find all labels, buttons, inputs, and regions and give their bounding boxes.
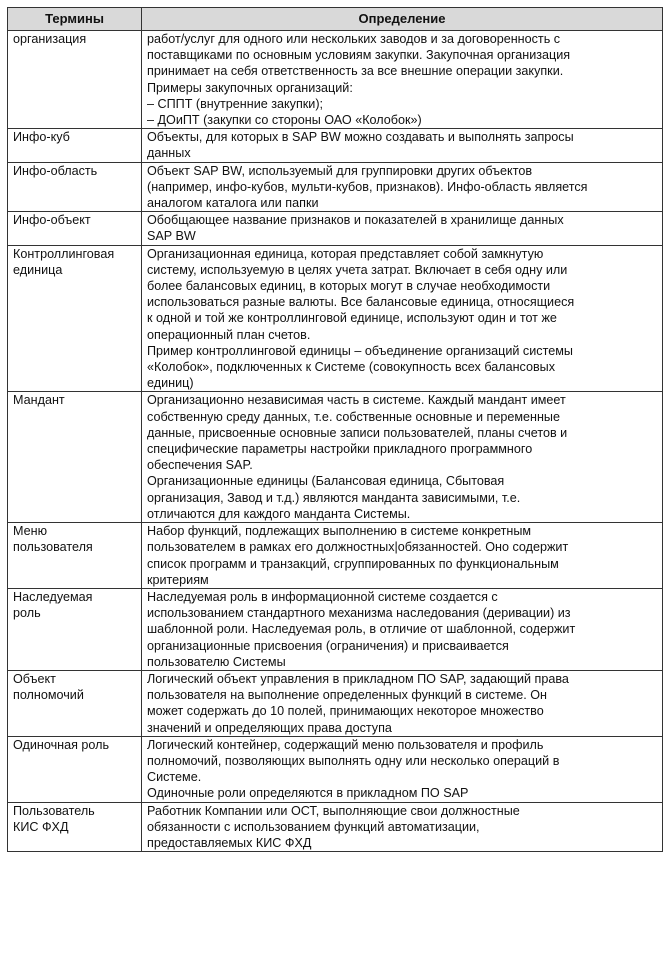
definition-cell — [142, 392, 663, 523]
definition-cell — [142, 736, 663, 802]
definition-line: (например, инфо-кубов, мульти-кубов, признаков). Инфо-область является — [147, 179, 588, 194]
definition-line: данные, присвоенные основные записи пользователей, планы счетов и — [147, 425, 568, 440]
term-line: Инфо-куб — [13, 130, 70, 145]
definition-line: – СППТ (внутренние закупки); — [147, 96, 324, 111]
definition-line: пользователем в рамках его должностных|обязанностей. Оно содержит — [147, 540, 569, 555]
term-cell — [8, 162, 142, 212]
definition-line: шаблонной роли. Наследуемая роль, в отличие от шаблонной, содержит — [147, 622, 576, 637]
definition-line: специфические параметры настройки прикладного программного — [147, 442, 533, 457]
definition-line: поставщиками по основным условиям закупки. Закупочная организация — [147, 48, 571, 63]
definition-line: Одиночные роли определяются в прикладном ПО SAP — [147, 786, 469, 801]
term-line: Пользователь — [13, 803, 95, 818]
definition-line: Организационная единица, которая представляет собой замкнутую — [147, 246, 544, 261]
definition-line: Примеры закупочных организаций: — [147, 80, 353, 95]
definition-line: Объекты, для которых в SAP BW можно создавать и выполнять запросы — [147, 130, 574, 145]
table-row — [8, 129, 663, 162]
table-row — [8, 245, 663, 392]
definition-cell — [142, 670, 663, 736]
table-row — [8, 392, 663, 523]
definition-line: операционный план счетов. — [147, 327, 311, 342]
table-row — [8, 588, 663, 670]
definition-line: – ДОиПТ (закупки со стороны ОАО «Колобок») — [147, 113, 422, 128]
term-cell — [8, 802, 142, 852]
definition-line: Системе. — [147, 770, 202, 785]
definition-cell — [142, 588, 663, 670]
definition-line: Организационные единицы (Балансовая единица, Сбытовая — [147, 474, 505, 489]
definition-line: более балансовых единиц, в которых могут в случае необходимости — [147, 279, 551, 294]
term-line: Инфо-область — [13, 163, 98, 178]
definition-line: может содержать до 10 полей, принимающих некоторое множество — [147, 704, 544, 719]
term-cell — [8, 31, 142, 129]
term-cell — [8, 212, 142, 245]
term-cell — [8, 670, 142, 736]
definition-line: единиц) — [147, 376, 194, 391]
table-row — [8, 802, 663, 852]
glossary-table — [7, 7, 663, 852]
definition-line: Объект SAP BW, используемый для группировки других объектов — [147, 163, 533, 178]
term-cell — [8, 392, 142, 523]
definition-line: критериям — [147, 572, 209, 587]
definition-line: отличаются для каждого манданта Системы. — [147, 506, 411, 521]
table-row — [8, 31, 663, 129]
term-line: Наследуемая — [13, 589, 93, 604]
definition-line: принимает на себя ответственность за все внешние операции закупки. — [147, 64, 564, 79]
header-row — [8, 8, 663, 31]
definition-line: Набор функций, подлежащих выполнению в системе конкретным — [147, 524, 532, 539]
definition-line: SAP BW — [147, 229, 196, 244]
definition-line: работ/услуг для одного или нескольких заводов и за договоренность с — [147, 32, 561, 46]
definition-line: предоставляемых КИС ФХД — [147, 835, 312, 850]
definition-cell — [142, 162, 663, 212]
term-cell — [8, 588, 142, 670]
definition-line: данных — [147, 146, 191, 161]
term-line: Одиночная роль — [13, 737, 110, 752]
term-line: Контроллинговая — [13, 246, 115, 261]
header-definition: Определение — [142, 8, 663, 31]
term-line: пользователя — [13, 540, 93, 555]
header-terms: Термины — [8, 8, 142, 31]
definition-cell — [142, 212, 663, 245]
term-cell — [8, 736, 142, 802]
definition-line: «Колобок», подключенных к Системе (совокупность всех балансовых — [147, 360, 556, 375]
term-line: Мандант — [13, 393, 65, 408]
term-cell — [8, 129, 142, 162]
term-line: Инфо-объект — [13, 213, 91, 228]
term-line: Меню — [13, 524, 48, 539]
definition-line: Логический объект управления в прикладном ПО SAP, задающий права — [147, 671, 569, 686]
term-line: Объект — [13, 671, 56, 686]
table-row — [8, 523, 663, 589]
definition-line: организация, Завод и т.д.) являются манданта зависимыми, т.е. — [147, 490, 521, 505]
table-row — [8, 212, 663, 245]
definition-line: Пример контроллинговой единицы – объединение организаций системы — [147, 343, 573, 358]
definition-line: Логический контейнер, содержащий меню пользователя и профиль — [147, 737, 544, 752]
definition-line: использованием стандартного механизма наследования (деривации) из — [147, 606, 571, 621]
definition-line: собственную среду данных, т.е. собственные основные и переменные — [147, 409, 560, 424]
term-line: КИС ФХД — [13, 819, 69, 834]
definition-line: обязанности с использованием функций автоматизации, — [147, 819, 480, 834]
term-line: роль — [13, 606, 41, 621]
definition-line: пользователя на выполнение определенных функций в системе. Он — [147, 688, 548, 703]
definition-line: Работник Компании или ОСТ, выполняющие свои должностные — [147, 803, 520, 818]
definition-cell — [142, 31, 663, 129]
term-line: единица — [13, 262, 63, 277]
table-row — [8, 162, 663, 212]
table-row — [8, 670, 663, 736]
definition-cell — [142, 523, 663, 589]
definition-cell — [142, 129, 663, 162]
term-cell — [8, 245, 142, 392]
definition-cell — [142, 245, 663, 392]
definition-cell — [142, 802, 663, 852]
definition-line: полномочий, позволяющих выполнять одну или несколько операций в — [147, 753, 560, 768]
definition-line: пользователю Системы — [147, 654, 286, 669]
definition-line: список программ и транзакций, сгруппированных по функциональным — [147, 556, 559, 571]
term-line: полномочий — [13, 688, 84, 703]
definition-line: Наследуемая роль в информационной системе создается с — [147, 589, 498, 604]
definition-line: значений и определяющих права доступа — [147, 720, 392, 735]
definition-line: аналогом каталога или папки — [147, 196, 319, 211]
definition-line: обеспечения SAP. — [147, 458, 253, 473]
definition-line: к одной и той же контроллинговой единице, используют один и тот же — [147, 311, 557, 326]
definition-line: Организационно независимая часть в системе. Каждый мандант имеет — [147, 393, 566, 408]
definition-line: Обобщающее название признаков и показателей в хранилище данных — [147, 213, 564, 228]
term-line: организация — [13, 32, 87, 46]
term-cell — [8, 523, 142, 589]
table-row — [8, 736, 663, 802]
definition-line: систему, используемую в целях учета затрат. Включает в себя одну или — [147, 262, 568, 277]
definition-line: использоваться разные валюты. Все балансовые единица, относящиеся — [147, 295, 575, 310]
definition-line: организационные присвоения (ограничения) и присваивается — [147, 638, 509, 653]
